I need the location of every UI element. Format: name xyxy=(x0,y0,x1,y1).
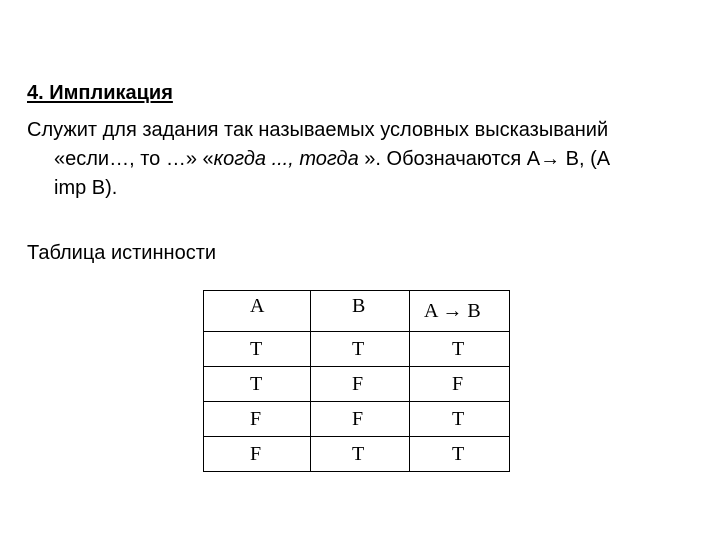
table-caption: Таблица истинности xyxy=(27,242,217,264)
table-cell: T xyxy=(204,332,311,367)
table-cell: F xyxy=(311,402,410,437)
description-line-3: imp B). xyxy=(54,177,118,199)
table-cell: T xyxy=(311,332,410,367)
table-cell: T xyxy=(204,367,311,402)
table-cell: F xyxy=(204,402,311,437)
description-line-2-end: ». Обозначаются A→ B, (A xyxy=(358,148,611,170)
description-line-1: Служит для задания так называемых условных высказываний xyxy=(27,119,609,141)
table-cell: T xyxy=(410,437,510,472)
table-row xyxy=(204,402,510,437)
table-cell: T xyxy=(311,437,410,472)
description-paragraph xyxy=(27,116,707,203)
header-cell-a: A xyxy=(204,291,311,332)
table-row xyxy=(204,437,510,472)
description-line-2-start: «если…, то …» « xyxy=(54,148,214,170)
description-line-2 xyxy=(27,145,707,174)
section-heading: 4. Импликация xyxy=(27,82,173,104)
header-cell-implication: A → B xyxy=(410,291,510,332)
table-header-row xyxy=(204,291,510,332)
table-cell: T xyxy=(410,332,510,367)
table-row xyxy=(204,332,510,367)
description-line-2-italic: когда ..., тогда xyxy=(213,148,359,170)
table-cell: T xyxy=(410,402,510,437)
truth-table xyxy=(203,290,510,472)
table-cell: F xyxy=(410,367,510,402)
table-row xyxy=(204,367,510,402)
table-cell: F xyxy=(204,437,311,472)
table-cell: F xyxy=(311,367,410,402)
header-cell-b: B xyxy=(311,291,410,332)
